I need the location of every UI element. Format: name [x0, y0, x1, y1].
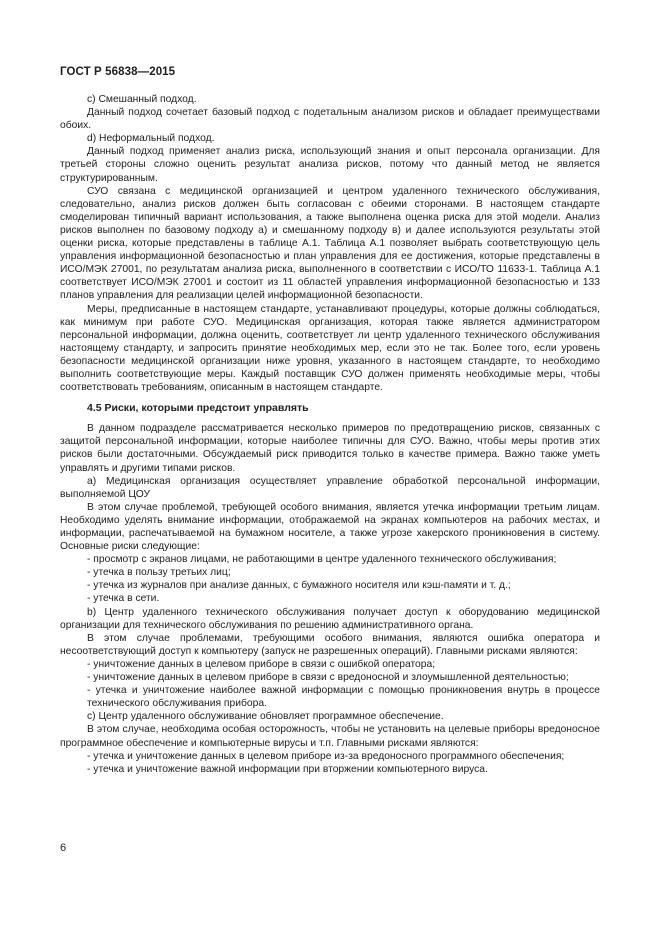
section-heading: 4.5 Риски, которыми предстоит управлять	[87, 402, 309, 415]
paragraph: a) Медицинская организация осуществляет управление обработкой персональной информации, выполняемой ЦОУ	[60, 475, 600, 500]
paragraph: Данный подход сочетает базовый подход с подетальным анализом рисков и обладает преимуществами обоих.	[60, 107, 600, 132]
paragraph: СУО связана с медицинской организацией и центром удаленного технического обслуживания, следовательно, анализ рисков должен быть согласован с обеими сторонами. В настоящем стандарте смоделирован типичный вариант использования, а также выполнена оценка риска для этой модели. Анализ рисков выполнен по базовому подходу а) и смешанному подходу в) и далее используются результаты этой оценки риска, которые представлены в таблице А.1. Таблица А.1 позволяет выбрать соответствующую цель управления информационной безопасностью и план управления для ее достижения, которые представлены в ИСО/МЭК 27001, по результатам анализа риска, выполненного в соответствии с ИСО/ТО 11633-1. Таблица А.1 соответствует ИСО/МЭК 27001 и состоит из 11 областей управления информационной безопасностью и 133 планов управления для реализации целей информационной безопасности.	[60, 185, 600, 302]
paragraph: c) Центр удаленного обслуживание обновляет программное обеспечение.	[87, 711, 444, 723]
list-item: - утечка в сети.	[87, 593, 160, 605]
paragraph: Данный подход применяет анализ риска, использующий знания и опыт персонала организации. Для третьей стороны сложно оценить результат анализа рисков, потому что данный метод не является структурированным.	[60, 146, 600, 184]
list-item: - просмотр с экранов лицами, не работающими в центре удаленного технического обслуживания;	[87, 554, 557, 566]
paragraph: d) Неформальный подход.	[87, 133, 215, 145]
list-item: - уничтожение данных в целевом приборе в связи с ошибкой оператора;	[87, 658, 436, 670]
list-item: - утечка и уничтожение наиболее важной информации с помощью проникновения внутрь в процессе технического обслуживания прибора.	[87, 685, 600, 710]
list-item: - уничтожение данных в целевом приборе в связи с вредоносной и злоумышленной деятельностью;	[87, 672, 569, 684]
paragraph: В этом случае проблемой, требующей особого внимания, является утечка информации третьим лицам. Необходимо уделять внимание информации, отображаемой на экранах компьютеров на рабочих местах, и информации, распечатываемой на бумажном носителе, а также угрозе хакерского проникновения в систему. Основные риски следующие:	[60, 501, 600, 553]
paragraph: b) Центр удаленного технического обслуживания получает доступ к оборудованию медицинской организации для технического обслуживания по решению административного органа.	[60, 606, 600, 631]
paragraph: В этом случае, необходима особая осторожность, чтобы не установить на целевые приборы вредоносное программное обеспечение и компьютерные вирусы и т.п. Главными рисками являются:	[60, 724, 600, 749]
paragraph: В данном подразделе рассматривается несколько примеров по предотвращению рисков, связанных с защитой персональной информации, которые наиболее типичны для СУО. Важно, чтобы меры против этих рисков были достаточными. Обсуждаемый риск приводится только в качестве примера. Важно также уметь управлять и другими типами рисков.	[60, 423, 600, 474]
list-item: - утечка из журналов при анализе данных, с бумажного носителя или кэш-памяти и т. д.;	[87, 580, 511, 592]
document-header: ГОСТ Р 56838—2015	[60, 66, 176, 78]
list-item: - утечка в пользу третьих лиц;	[87, 567, 231, 579]
list-item: - утечка и уничтожение данных в целевом приборе из-за вредоносного программного обеспечения;	[87, 750, 565, 762]
page-number: 6	[60, 842, 67, 854]
document-body	[60, 93, 600, 776]
paragraph: В этом случае проблемами, требующими особого внимания, являются ошибка оператора и несоответствующий доступ к компьютеру (запуск не разрешенных операций). Главными рисками являются:	[60, 632, 600, 657]
list-item: - утечка и уничтожение важной информации при вторжении компьютерного вируса.	[87, 763, 488, 775]
paragraph: Меры, предписанные в настоящем стандарте, устанавливают процедуры, которые должны соблюдаться, как минимум при работе СУО. Медицинская организация, которая также является администратором персональной информации, должна оценить, соответствует ли центр удаленного технического обслуживания настоящему стандарту, и запросить принятие необходимых мер, если это не так. Более того, если уровень безопасности медицинской организации ниже уровня, указанного в настоящем стандарте, то необходимо выполнить соответствующие меры. Каждый поставщик СУО должен применять необходимые меры, чтобы соответствовать требованиям, описанным в настоящем стандарте.	[60, 303, 600, 394]
paragraph: c) Смешанный подход.	[87, 94, 197, 105]
